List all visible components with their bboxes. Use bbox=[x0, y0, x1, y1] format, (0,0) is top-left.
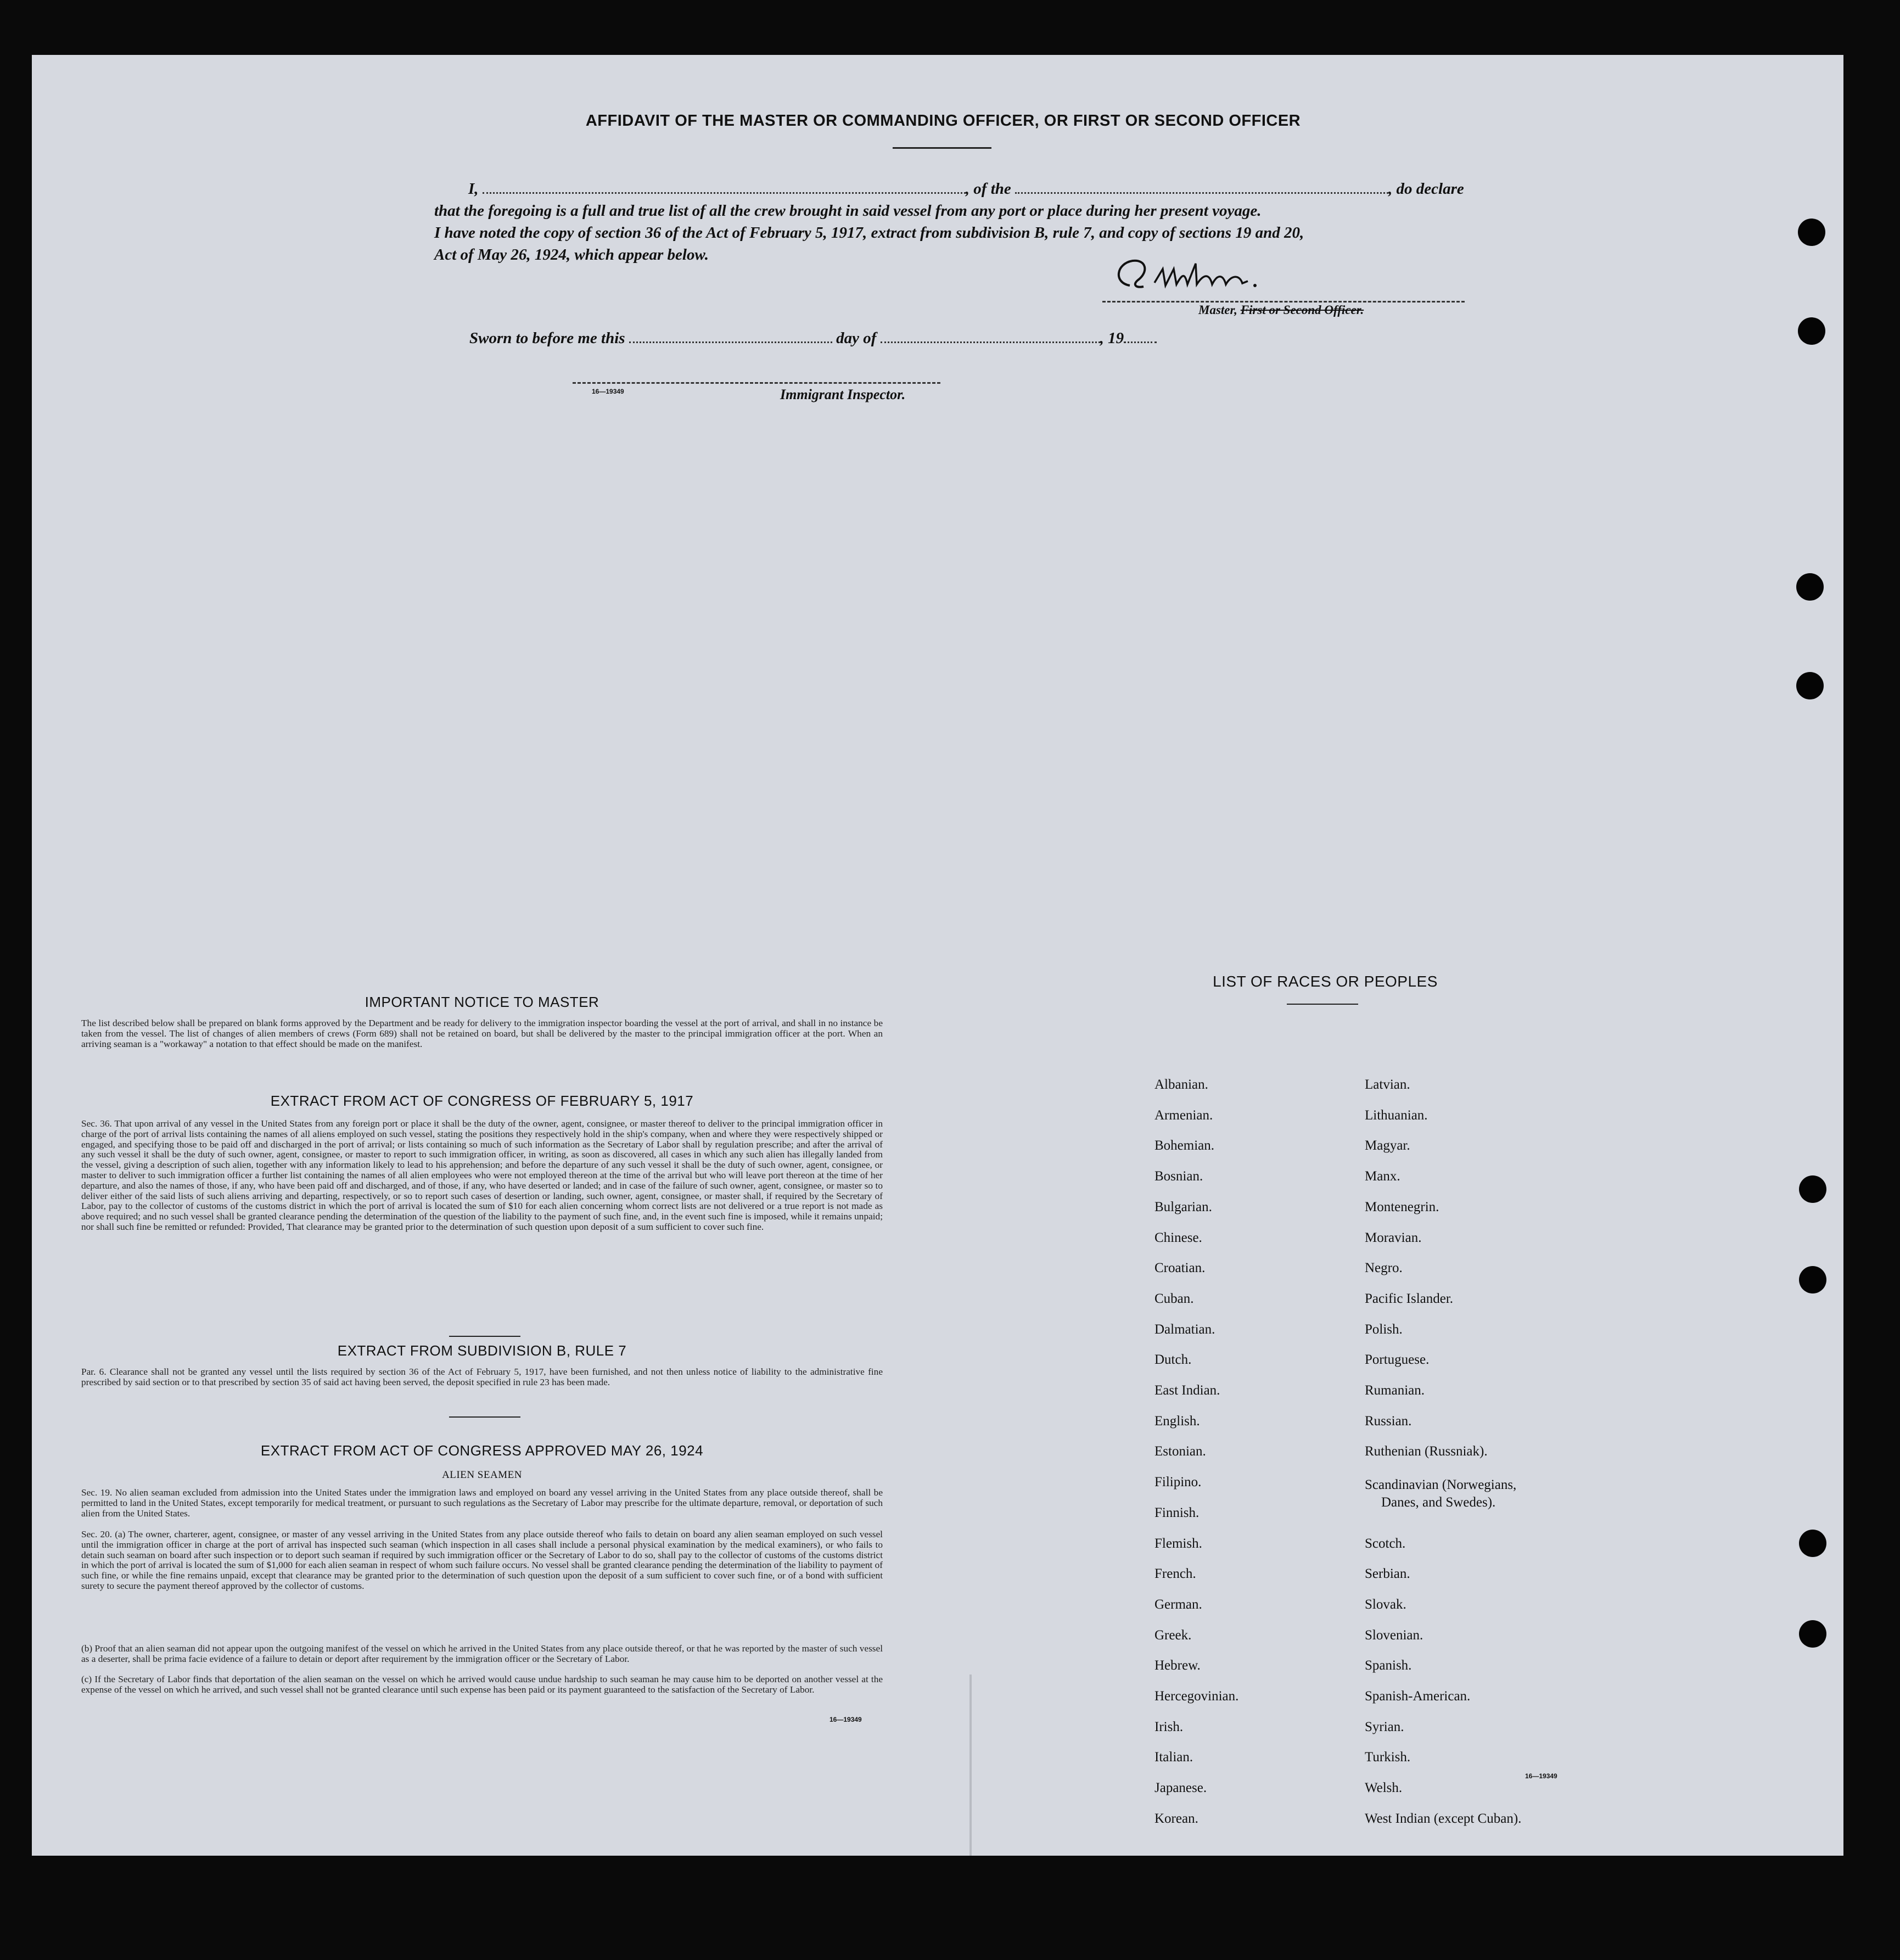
race-item: Dalmatian. bbox=[1154, 1321, 1215, 1337]
race-item: Spanish. bbox=[1365, 1658, 1412, 1673]
race-item: Ruthenian (Russniak). bbox=[1365, 1444, 1488, 1459]
divider-1 bbox=[449, 1336, 520, 1337]
race-item: Bohemian. bbox=[1154, 1138, 1215, 1153]
sec19-text: Sec. 19. No alien seaman excluded from admission into the United States under the immigration laws and employed on board any vessel arriving in the United States from any place outside thereof, shall be permitted to land in the United States, except temporarily for medical treatment, or pursuant to such regulations as the Secretary of Labor may prescribe for the ultimate departure, removal, or deportation of such alien from the United States. bbox=[81, 1487, 883, 1519]
punch-hole bbox=[1799, 1266, 1826, 1293]
race-item: Syrian. bbox=[1365, 1719, 1404, 1734]
extract-form-number: 16—19349 bbox=[830, 1716, 862, 1723]
declaration-do-declare: , do declare bbox=[1388, 180, 1464, 198]
race-item: Rumanian. bbox=[1365, 1383, 1425, 1398]
race-item: Albanian. bbox=[1154, 1077, 1208, 1092]
signature-line bbox=[1102, 301, 1465, 303]
race-item: West Indian (except Cuban). bbox=[1365, 1811, 1522, 1826]
race-item: Armenian. bbox=[1154, 1107, 1213, 1123]
punch-hole bbox=[1796, 672, 1824, 699]
vessel-blank[interactable] bbox=[1015, 182, 1388, 194]
race-item: Welsh. bbox=[1365, 1780, 1403, 1796]
notice-body: The list described below shall be prepared on blank forms approved by the Department and be ready for delivery to the immigration inspector boarding the vessel at the port of arrival, and shall in no instance be taken from the vessel. The list of changes of alien members of crews (Form 689) shall not be retained on board, but shall be delivered by the master to the principal immigration officer at the port. When an arriving seaman is a "workaway" a notation to that effect should be made on the manifest. bbox=[81, 1018, 883, 1049]
race-item: Chinese. bbox=[1154, 1230, 1202, 1245]
punch-hole bbox=[1796, 573, 1824, 601]
race-item: Portuguese. bbox=[1365, 1352, 1430, 1368]
alien-seamen-subtitle: ALIEN SEAMEN bbox=[442, 1469, 522, 1481]
rule7-title: EXTRACT FROM SUBDIVISION B, RULE 7 bbox=[337, 1342, 627, 1359]
race-item: Cuban. bbox=[1154, 1291, 1194, 1306]
races-title: LIST OF RACES OR PEOPLES bbox=[1213, 973, 1438, 990]
extract-1924-title: EXTRACT FROM ACT OF CONGRESS APPROVED MAY 26, 1924 bbox=[260, 1442, 704, 1459]
rule7-body: Par. 6. Clearance shall not be granted any vessel until the lists required by section 36 of the Act of February 5, 1917, have been furnished, and not then unless notice of liability to the administrative fine prescribed by said section or to that prescribed by section 35 of said act having been served, the deposit specified in rule 23 has been made. bbox=[81, 1367, 883, 1387]
race-item: Estonian. bbox=[1154, 1444, 1206, 1459]
race-item: Spanish-American. bbox=[1365, 1689, 1471, 1704]
race-item: Negro. bbox=[1365, 1261, 1403, 1276]
sec20c-text: (c) If the Secretary of Labor finds that deportation of the alien seaman on the vessel on which he arrived would cause undue hardship to such seaman he may cause him to be deported on another vessel at the expense of the vessel on which he arrived, and such vessel shall not be granted clearance until such expense has been paid or its payment guaranteed to the satisfaction of the Secretary of Labor. bbox=[81, 1674, 883, 1695]
race-item: Russian. bbox=[1365, 1413, 1412, 1429]
declaration-of-the: , of the bbox=[965, 180, 1011, 198]
race-item: Montenegrin. bbox=[1365, 1199, 1439, 1214]
race-item: Irish. bbox=[1154, 1719, 1184, 1734]
race-item-continuation: Danes, and Swedes). bbox=[1381, 1495, 1496, 1510]
punch-hole bbox=[1799, 1175, 1826, 1203]
punch-hole bbox=[1799, 1530, 1826, 1557]
declaration-line-3: I have noted the copy of section 36 of the Act of February 5, 1917, extract from subdivision B, rule 7, and copy of sections 19 and 20, bbox=[434, 224, 1304, 242]
race-item: East Indian. bbox=[1154, 1383, 1220, 1398]
race-item: English. bbox=[1154, 1413, 1200, 1429]
sworn-label: Sworn to before me this bbox=[469, 329, 625, 347]
race-item: Dutch. bbox=[1154, 1352, 1192, 1368]
sworn-month-blank[interactable] bbox=[881, 332, 1100, 343]
sworn-day-blank[interactable] bbox=[629, 332, 832, 343]
race-item: Italian. bbox=[1154, 1750, 1193, 1765]
race-item: Pacific Islander. bbox=[1365, 1291, 1454, 1306]
race-item: Flemish. bbox=[1154, 1536, 1202, 1551]
caption-officer-struck: First or Second Officer. bbox=[1240, 303, 1364, 317]
punch-hole bbox=[1799, 1620, 1826, 1648]
races-underline bbox=[1287, 1004, 1358, 1005]
race-item: Bulgarian. bbox=[1154, 1199, 1212, 1214]
race-item: Scandinavian (Norwegians, bbox=[1365, 1477, 1517, 1493]
sworn-line bbox=[469, 329, 1157, 348]
race-item: Magyar. bbox=[1365, 1138, 1410, 1153]
affidavit-form-number: 16—19349 bbox=[592, 388, 624, 395]
caption-master: Master, bbox=[1198, 303, 1237, 317]
punch-hole bbox=[1798, 317, 1825, 345]
name-blank[interactable] bbox=[483, 182, 966, 194]
race-item: Filipino. bbox=[1154, 1475, 1202, 1490]
race-item: Bosnian. bbox=[1154, 1169, 1203, 1184]
extract-1917-body: Sec. 36. That upon arrival of any vessel in the United States from any foreign port or place it shall be the duty of the owner, agent, consignee, or master thereof to deliver to the principal immigration officer in charge of the port of arrival lists containing the names of all aliens employed on such vessel, stating the positions they respectively hold in the ship's company, when and where they were respectively shipped or engaged, and specifying those to be paid off and discharged in the port of arrival; or lists containing so much of such information as the Secretary of Labor shall by regulation prescribe; and after the arrival of any such vessel it shall be the duty of such owner, agent, consignee, or master to report to such immigration officer, in writing, as soon as discovered, all cases in which any such alien has illegally landed from the vessel, giving a description of such alien, together with any information likely to lead to his apprehension; and before the departure of any such vessel it shall be the duty of such owner, agent, consignee, or master to deliver to such immigration officer a further list containing the names of all alien employees who were not employed thereon at the time of the arrival but who will leave port thereon at the time of her departure, and also the names of those, if any, who have been paid off and discharged, and of those, if any, who have deserted or landed; and in case of the failure of such owner, agent, consignee, or master so to deliver either of the said lists of such aliens arriving and departing, respectively, or so to report such cases of desertion or landing, such owner, agent, consignee, or master shall, if required by the Secretary of Labor, pay to the collector of customs of the customs district in which the port of arrival is located the sum of $10 for each alien concerning whom correct lists are not delivered or a true report is not made as above required; and no such vessel shall be granted clearance pending the determination of the question of the liability to the payment of such fine, and, in the event such fine is imposed, while it remains unpaid; nor shall such fine be remitted or refunded: Provided, That clearance may be granted prior to the determination of such question upon deposit of a sum sufficient to cover such fine. bbox=[81, 1118, 883, 1232]
punch-hole bbox=[1798, 219, 1825, 246]
race-item: Korean. bbox=[1154, 1811, 1198, 1826]
race-item: Hercegovinian. bbox=[1154, 1689, 1239, 1704]
sec20a-text: Sec. 20. (a) The owner, charterer, agent, consignee, or master of any vessel arriving in the United States from any place outside thereof who fails to detain on board any alien seaman employed on such vessel until the immigration officer in charge at the port of arrival has inspected such seaman (which inspection in all cases shall include a personal physical examination by the medical examiners), or who fails to detain such seaman on board after such inspection or to deport such seaman if required by such immigration officer or the Secretary of Labor to do so, shall pay to the collector of customs of the customs district in which the port of arrival is located the sum of $1,000 for each alien seaman in respect of whom such failure occurs. No vessel shall be granted clearance pending the determination of the liability to payment of such fine, or while the fine remains unpaid, except that clearance may be granted prior to the determination of such question upon the deposit of a sum sufficient to cover such fine, or of a bond with sufficient surety to secure the payment thereof approved by the collector of customs. bbox=[81, 1529, 883, 1591]
sworn-year-label: , 19 bbox=[1100, 329, 1124, 347]
sec20b-text: (b) Proof that an alien seaman did not appear upon the outgoing manifest of the vessel on which he arrived in the United States from any place outside thereof, or that he was reported by the master of such vessel as a deserter, shall be prima facie evidence of a failure to detain or deport after requirement by the immigration officer or the Secretary of Labor. bbox=[81, 1643, 883, 1664]
declaration-line-4: Act of May 26, 1924, which appear below. bbox=[434, 246, 709, 264]
master-signature bbox=[1108, 253, 1284, 302]
race-item: German. bbox=[1154, 1597, 1202, 1612]
race-item: Scotch. bbox=[1365, 1536, 1406, 1551]
inspector-label: Immigrant Inspector. bbox=[780, 387, 906, 402]
signature-caption bbox=[1198, 303, 1364, 317]
race-item: Finnish. bbox=[1154, 1505, 1200, 1520]
declaration-line-1 bbox=[468, 180, 1464, 198]
race-item: Lithuanian. bbox=[1365, 1107, 1428, 1123]
notice-title: IMPORTANT NOTICE TO MASTER bbox=[365, 994, 599, 1010]
race-item: French. bbox=[1154, 1566, 1196, 1582]
inspector-signature-line bbox=[573, 382, 940, 384]
affidavit-title: AFFIDAVIT OF THE MASTER OR COMMANDING OFFICER, OR FIRST OR SECOND OFFICER bbox=[585, 112, 1301, 130]
race-item: Turkish. bbox=[1365, 1750, 1411, 1765]
title-underline bbox=[893, 147, 991, 149]
race-item: Latvian. bbox=[1365, 1077, 1410, 1092]
race-item: Manx. bbox=[1365, 1169, 1400, 1184]
race-item: Serbian. bbox=[1365, 1566, 1410, 1582]
divider-2 bbox=[449, 1416, 520, 1418]
races-form-number: 16—19349 bbox=[1525, 1772, 1557, 1780]
race-item: Hebrew. bbox=[1154, 1658, 1201, 1673]
declaration-i: I, bbox=[468, 180, 479, 198]
race-item: Polish. bbox=[1365, 1321, 1403, 1337]
race-item: Moravian. bbox=[1365, 1230, 1422, 1245]
race-item: Slovak. bbox=[1365, 1597, 1406, 1612]
document-page bbox=[32, 55, 1843, 1856]
race-item: Japanese. bbox=[1154, 1780, 1207, 1796]
declaration-line-2: that the foregoing is a full and true list of all the crew brought in said vessel from any port or place during her present voyage. bbox=[434, 202, 1262, 220]
extract-1917-title: EXTRACT FROM ACT OF CONGRESS OF FEBRUARY 5, 1917 bbox=[270, 1093, 694, 1109]
race-item: Croatian. bbox=[1154, 1261, 1206, 1276]
race-item: Greek. bbox=[1154, 1627, 1192, 1643]
sworn-day-label: day of bbox=[836, 329, 877, 347]
fold-line bbox=[969, 1675, 972, 1856]
race-item: Slovenian. bbox=[1365, 1627, 1423, 1643]
sworn-year-blank[interactable] bbox=[1124, 332, 1157, 343]
